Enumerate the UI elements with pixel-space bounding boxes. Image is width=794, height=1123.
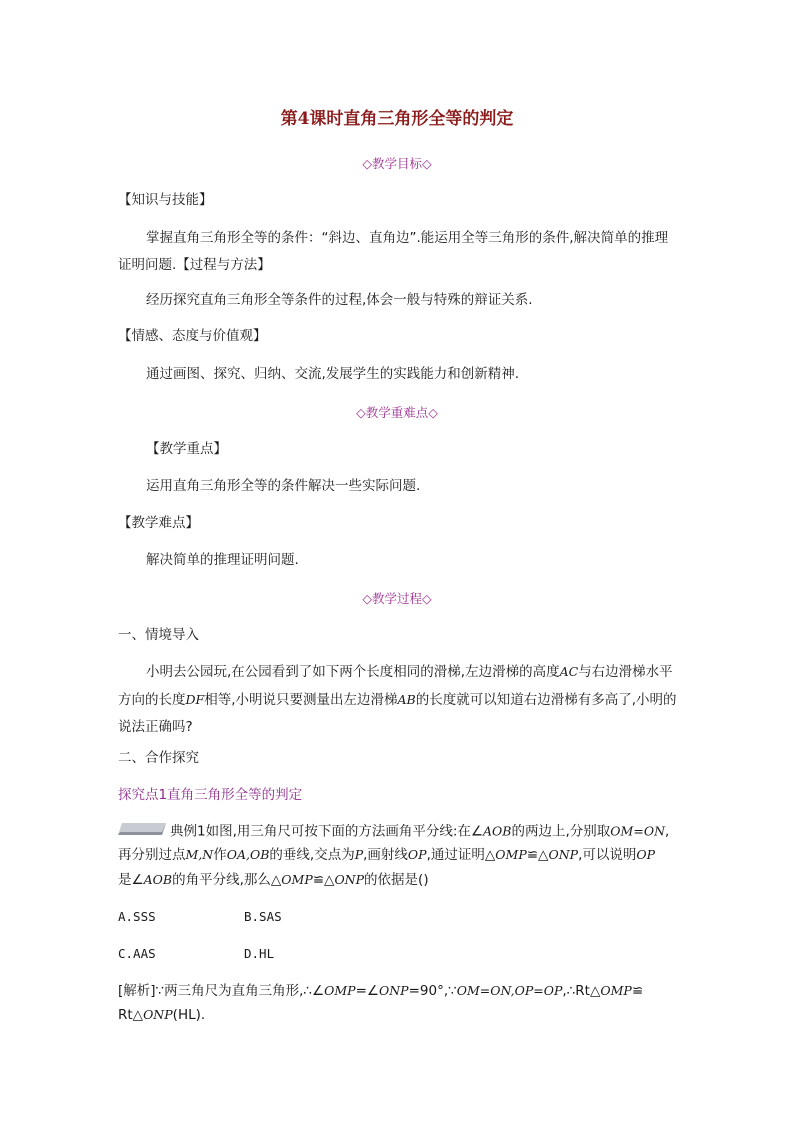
- example-line-3: 是∠AOB的角平分线,那么△OMP≌△ONP的依据是(): [118, 872, 429, 888]
- segment-ac: AC: [559, 664, 579, 679]
- segment-ab: AB: [397, 692, 416, 707]
- emotion-text: 通过画图、探究、归纳、交流,发展学生的实践能力和创新精神.: [146, 366, 520, 382]
- section-objectives: ◇教学目标◇: [362, 156, 432, 171]
- option-d: D.HL: [244, 946, 275, 961]
- analysis-line-2: Rt△ONP(HL).: [118, 1007, 206, 1023]
- explore-point-1: 探究点1直角三角形全等的判定: [118, 787, 303, 803]
- section-key-points: ◇教学重难点◇: [356, 405, 438, 420]
- example-line-1: 典例1如图,用三角尺可按下面的方法画角平分线:在∠AOB的两边上,分别取OM=ON,: [118, 822, 669, 841]
- section-process: ◇教学过程◇: [362, 591, 432, 606]
- emotion-heading: 【情感、态度与价值观】: [118, 328, 267, 344]
- page-title: 第4课时直角三角形全等的判定: [280, 109, 514, 129]
- method-text: 经历探究直角三角形全等条件的过程,体会一般与特殊的辩证关系.: [146, 292, 533, 308]
- intro-text-3: 相等,小明说只要测量出左边滑梯: [204, 692, 398, 708]
- intro-text-2: 与右边滑梯水平方向的长度: [118, 664, 673, 708]
- intro-text-4: 的长度就可以知道右边滑梯有多高了,小明的说法正确吗?: [118, 692, 677, 735]
- intro-text-1: 小明去公园玩,在公园看到了如下两个长度相同的滑梯,左边滑梯的高度: [146, 664, 560, 680]
- knowledge-heading: 【知识与技能】: [118, 192, 213, 208]
- option-c: C.AAS: [118, 946, 156, 961]
- analysis-line-1: [解析]∵两三角尺为直角三角形,∴∠OMP=∠ONP=90°,∵OM=ON,OP=OP,∴Rt△OMP≌: [118, 983, 644, 999]
- segment-df: DF: [185, 692, 205, 707]
- intro-paragraph: [118, 658, 678, 741]
- example-banner-icon: [118, 822, 166, 841]
- option-a: A.SSS: [118, 909, 156, 924]
- focus-text: 运用直角三角形全等的条件解决一些实际问题.: [146, 478, 421, 494]
- example-line-2: 再分别过点M,N作OA,OB的垂线,交点为P,画射线OP,通过证明△OMP≌△ONP,可以说明OP: [118, 847, 656, 863]
- intro-heading: 一、情境导入: [118, 627, 199, 643]
- knowledge-text: 掌握直角三角形全等的条件：“斜边、直角边”.能运用全等三角形的条件,解决简单的推理证明问题.【过程与方法】: [118, 230, 669, 273]
- difficulty-text: 解决简单的推理证明问题.: [146, 552, 299, 568]
- difficulty-heading: 【教学难点】: [118, 515, 199, 531]
- option-b: B.SAS: [244, 909, 282, 924]
- explore-heading: 二、合作探究: [118, 750, 199, 766]
- focus-heading: 【教学重点】: [146, 441, 227, 457]
